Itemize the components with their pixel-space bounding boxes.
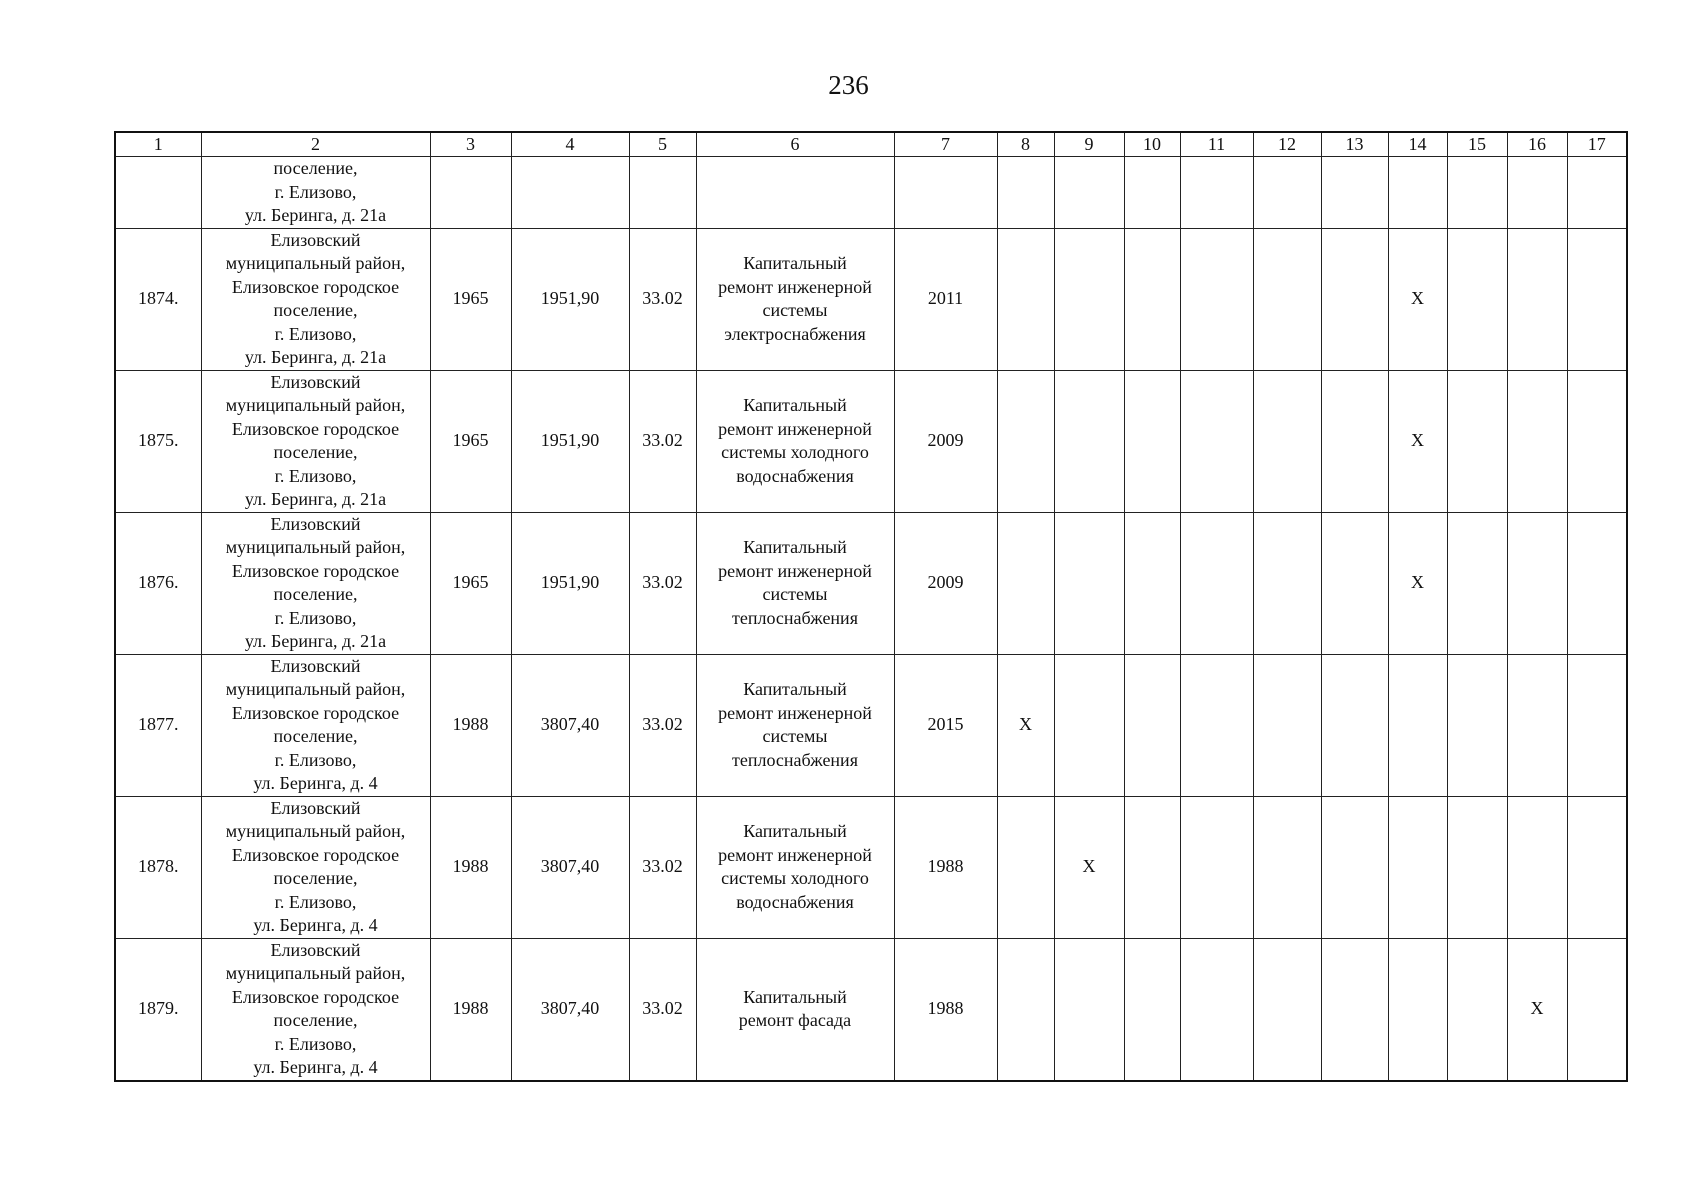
- mark-cell-col-10: [1124, 654, 1180, 796]
- mark-cell-col-12: [1253, 654, 1321, 796]
- build-year-cell: 1988: [430, 938, 511, 1081]
- empty-cell: [997, 157, 1054, 229]
- mark-cell-col-13: [1321, 796, 1388, 938]
- column-number-16: 16: [1507, 132, 1567, 157]
- page-number: 236: [828, 70, 869, 100]
- work-type-cell: Капитальный ремонт инженерной системы холодного водоснабжения: [696, 370, 894, 512]
- empty-cell: [1054, 157, 1124, 229]
- empty-cell: [1124, 157, 1180, 229]
- mark-cell-col-10: [1124, 370, 1180, 512]
- mark-cell-col-8: [997, 370, 1054, 512]
- row-number-cell: 1875.: [115, 370, 201, 512]
- mark-cell-col-15: [1447, 228, 1507, 370]
- area-cell: 3807,40: [511, 654, 629, 796]
- area-cell: 3807,40: [511, 796, 629, 938]
- column-number-8: 8: [997, 132, 1054, 157]
- column-number-6: 6: [696, 132, 894, 157]
- table-body: [115, 132, 1627, 1081]
- row-number-cell: 1877.: [115, 654, 201, 796]
- column-number-15: 15: [1447, 132, 1507, 157]
- mark-cell-col-11: [1180, 938, 1253, 1081]
- last-repair-year-cell: 2015: [894, 654, 997, 796]
- column-number-14: 14: [1388, 132, 1447, 157]
- table-row: [115, 512, 1627, 654]
- mark-cell-col-10: [1124, 512, 1180, 654]
- mark-cell-col-13: [1321, 228, 1388, 370]
- mark-cell-col-15: [1447, 654, 1507, 796]
- address-cell: Елизовский муниципальный район, Елизовское городское поселение, г. Елизово, ул. Беринга, д. 21а: [201, 512, 430, 654]
- last-repair-year-cell: 2009: [894, 370, 997, 512]
- mark-cell-col-11: [1180, 796, 1253, 938]
- build-year-cell: 1988: [430, 796, 511, 938]
- table-row: [115, 370, 1627, 512]
- area-cell: 3807,40: [511, 938, 629, 1081]
- last-repair-year-cell: 1988: [894, 938, 997, 1081]
- work-type-cell: Капитальный ремонт инженерной системы теплоснабжения: [696, 512, 894, 654]
- mark-cell-col-11: [1180, 228, 1253, 370]
- address-cell: Елизовский муниципальный район, Елизовское городское поселение, г. Елизово, ул. Беринга, д. 4: [201, 938, 430, 1081]
- column-number-4: 4: [511, 132, 629, 157]
- build-year-cell: 1965: [430, 512, 511, 654]
- mark-cell-col-17: [1567, 370, 1627, 512]
- mark-cell-col-15: [1447, 370, 1507, 512]
- empty-cell: [1253, 157, 1321, 229]
- continuation-row: [115, 157, 1627, 229]
- empty-cell: [1507, 157, 1567, 229]
- column-number-17: 17: [1567, 132, 1627, 157]
- table-row: [115, 228, 1627, 370]
- last-repair-year-cell: 2009: [894, 512, 997, 654]
- last-repair-year-cell: 2011: [894, 228, 997, 370]
- empty-cell: [894, 157, 997, 229]
- work-type-cell: Капитальный ремонт инженерной системы теплоснабжения: [696, 654, 894, 796]
- mark-cell-col-16: [1507, 512, 1567, 654]
- address-cell: Елизовский муниципальный район, Елизовское городское поселение, г. Елизово, ул. Беринга, д. 21а: [201, 370, 430, 512]
- empty-cell: [1447, 157, 1507, 229]
- mark-cell-col-16: [1507, 654, 1567, 796]
- mark-cell-col-11: [1180, 370, 1253, 512]
- mark-cell-col-14: X: [1388, 512, 1447, 654]
- mark-cell-col-9: [1054, 654, 1124, 796]
- code-cell: 33.02: [629, 228, 696, 370]
- table-row: [115, 938, 1627, 1081]
- area-cell: 1951,90: [511, 370, 629, 512]
- mark-cell-col-8: [997, 796, 1054, 938]
- mark-cell-col-16: [1507, 228, 1567, 370]
- build-year-cell: 1988: [430, 654, 511, 796]
- mark-cell-col-17: [1567, 654, 1627, 796]
- column-number-2: 2: [201, 132, 430, 157]
- column-number-9: 9: [1054, 132, 1124, 157]
- mark-cell-col-10: [1124, 796, 1180, 938]
- work-type-cell: Капитальный ремонт инженерной системы холодного водоснабжения: [696, 796, 894, 938]
- code-cell: 33.02: [629, 654, 696, 796]
- empty-cell: [1567, 157, 1627, 229]
- address-cell: Елизовский муниципальный район, Елизовское городское поселение, г. Елизово, ул. Беринга, д. 4: [201, 654, 430, 796]
- build-year-cell: 1965: [430, 370, 511, 512]
- mark-cell-col-9: [1054, 370, 1124, 512]
- mark-cell-col-15: [1447, 796, 1507, 938]
- build-year-cell: 1965: [430, 228, 511, 370]
- work-type-cell: Капитальный ремонт фасада: [696, 938, 894, 1081]
- mark-cell-col-17: [1567, 512, 1627, 654]
- mark-cell-col-8: [997, 512, 1054, 654]
- code-cell: 33.02: [629, 938, 696, 1081]
- continuation-address-cell: поселение, г. Елизово, ул. Беринга, д. 21а: [201, 157, 430, 229]
- capital-repair-table: [114, 131, 1628, 1082]
- column-number-7: 7: [894, 132, 997, 157]
- mark-cell-col-14: [1388, 938, 1447, 1081]
- table-row: [115, 654, 1627, 796]
- table-row: [115, 796, 1627, 938]
- row-number-cell: 1878.: [115, 796, 201, 938]
- mark-cell-col-9: X: [1054, 796, 1124, 938]
- empty-cell: [696, 157, 894, 229]
- mark-cell-col-13: [1321, 654, 1388, 796]
- last-repair-year-cell: 1988: [894, 796, 997, 938]
- mark-cell-col-10: [1124, 228, 1180, 370]
- mark-cell-col-17: [1567, 228, 1627, 370]
- mark-cell-col-11: [1180, 512, 1253, 654]
- mark-cell-col-13: [1321, 938, 1388, 1081]
- column-number-1: 1: [115, 132, 201, 157]
- empty-cell: [1321, 157, 1388, 229]
- area-cell: 1951,90: [511, 512, 629, 654]
- work-type-cell: Капитальный ремонт инженерной системы электроснабжения: [696, 228, 894, 370]
- area-cell: 1951,90: [511, 228, 629, 370]
- address-cell: Елизовский муниципальный район, Елизовское городское поселение, г. Елизово, ул. Беринга, д. 4: [201, 796, 430, 938]
- mark-cell-col-12: [1253, 370, 1321, 512]
- mark-cell-col-9: [1054, 228, 1124, 370]
- column-number-10: 10: [1124, 132, 1180, 157]
- mark-cell-col-16: [1507, 370, 1567, 512]
- mark-cell-col-11: [1180, 654, 1253, 796]
- mark-cell-col-17: [1567, 796, 1627, 938]
- mark-cell-col-17: [1567, 938, 1627, 1081]
- mark-cell-col-8: [997, 938, 1054, 1081]
- mark-cell-col-12: [1253, 938, 1321, 1081]
- empty-cell: [1388, 157, 1447, 229]
- mark-cell-col-14: [1388, 654, 1447, 796]
- empty-cell: [430, 157, 511, 229]
- mark-cell-col-13: [1321, 370, 1388, 512]
- row-number-cell: 1879.: [115, 938, 201, 1081]
- column-number-12: 12: [1253, 132, 1321, 157]
- mark-cell-col-14: X: [1388, 228, 1447, 370]
- column-number-5: 5: [629, 132, 696, 157]
- code-cell: 33.02: [629, 512, 696, 654]
- mark-cell-col-14: X: [1388, 370, 1447, 512]
- column-number-13: 13: [1321, 132, 1388, 157]
- address-cell: Елизовский муниципальный район, Елизовское городское поселение, г. Елизово, ул. Беринга, д. 21а: [201, 228, 430, 370]
- column-number-row: [115, 132, 1627, 157]
- mark-cell-col-15: [1447, 938, 1507, 1081]
- mark-cell-col-12: [1253, 228, 1321, 370]
- mark-cell-col-16: [1507, 796, 1567, 938]
- mark-cell-col-8: [997, 228, 1054, 370]
- mark-cell-col-9: [1054, 938, 1124, 1081]
- empty-cell: [629, 157, 696, 229]
- code-cell: 33.02: [629, 370, 696, 512]
- mark-cell-col-10: [1124, 938, 1180, 1081]
- row-number-cell: 1874.: [115, 228, 201, 370]
- mark-cell-col-12: [1253, 796, 1321, 938]
- empty-cell: [115, 157, 201, 229]
- column-number-11: 11: [1180, 132, 1253, 157]
- mark-cell-col-14: [1388, 796, 1447, 938]
- column-number-3: 3: [430, 132, 511, 157]
- empty-cell: [511, 157, 629, 229]
- mark-cell-col-13: [1321, 512, 1388, 654]
- mark-cell-col-9: [1054, 512, 1124, 654]
- mark-cell-col-15: [1447, 512, 1507, 654]
- mark-cell-col-8: X: [997, 654, 1054, 796]
- row-number-cell: 1876.: [115, 512, 201, 654]
- mark-cell-col-16: X: [1507, 938, 1567, 1081]
- mark-cell-col-12: [1253, 512, 1321, 654]
- code-cell: 33.02: [629, 796, 696, 938]
- empty-cell: [1180, 157, 1253, 229]
